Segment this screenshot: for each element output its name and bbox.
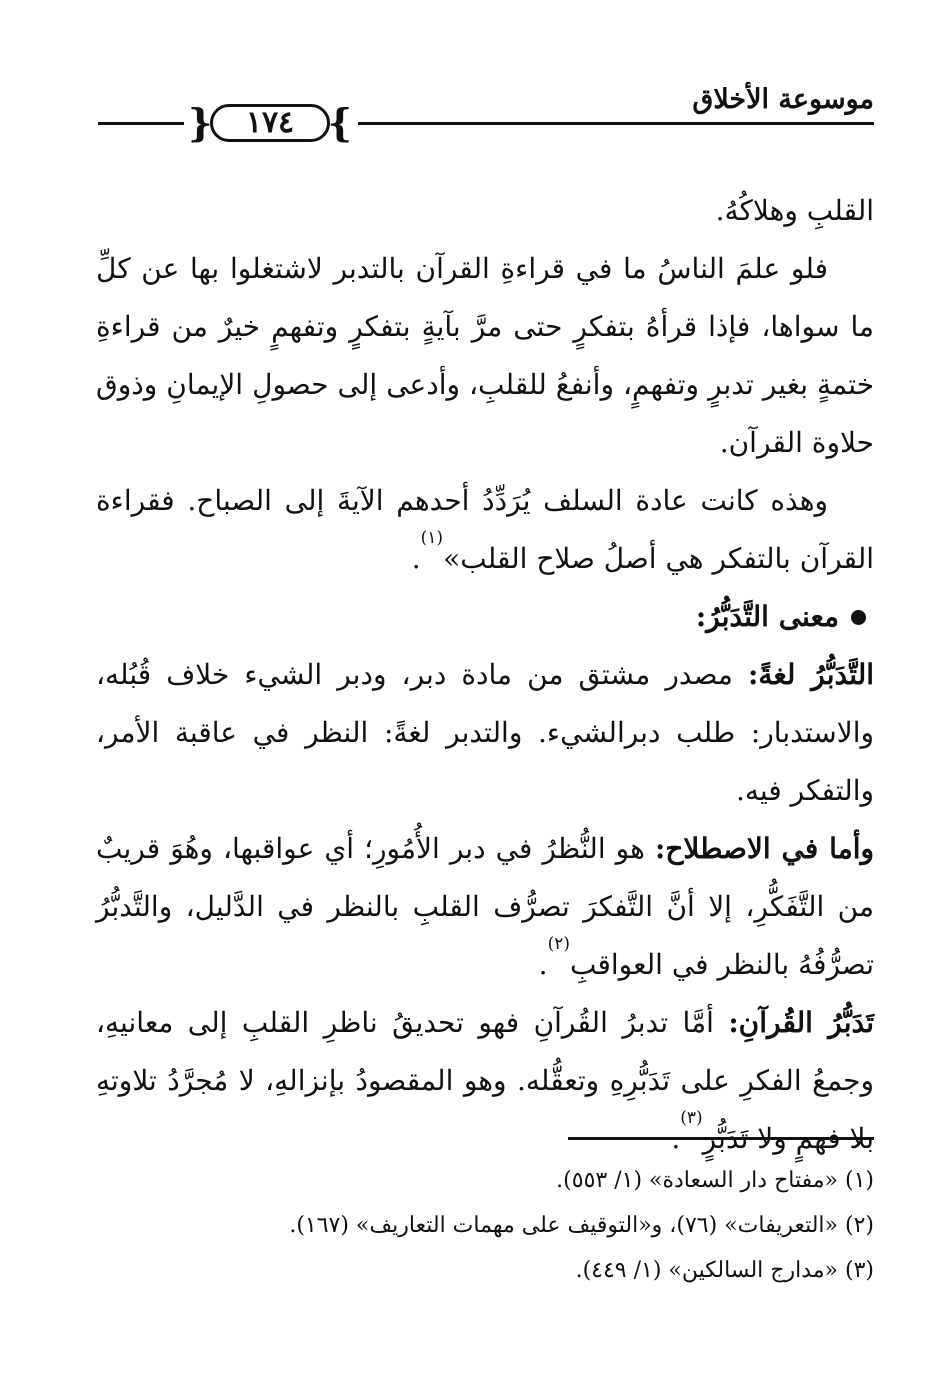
paragraph-3-text: وهذه كانت عادة السلف يُرَدِّدُ أحدهم الآيةَ إلى الصباح. فقراءة القرآن بالتفكر هي أصلُ صلاح القلب»: [96, 484, 874, 575]
definition-technical-text: هو النُّظرُ في دبر الأُمُورِ؛ أي عواقبها، وهُوَ قريبٌ من التَّفَكُّرِ، إلا أنَّ التَّفكرَ تصرُّف القلبِ بالنظر في الدَّليل، والتَّدبُّرُ تصرُّفُهُ بالنظر في العواقبِ: [96, 832, 874, 981]
definition-quran-end: .: [671, 1122, 681, 1155]
bullet-icon: [851, 610, 866, 625]
footnote-ref-1: (١): [420, 528, 444, 548]
definition-linguistic-term: التَّدَبُّرُ لغةً:: [747, 658, 875, 691]
ornament-brace-left: {: [188, 100, 213, 145]
definition-technical: [96, 820, 874, 994]
footnotes: [96, 1158, 874, 1293]
paragraph-3-end: .: [411, 542, 421, 575]
paragraph-2: فلو علمَ الناسُ ما في قراءةِ القرآن بالتدبر لاشتغلوا بها عن كلِّ ما سواها، فإذا قرأهُ بتفكرٍ حتى مرَّ بآيةٍ بتفكرٍ وتفهمٍ خيرٌ من قراءةِ ختمةٍ بغير تدبرٍ وتفهمٍ، وأنفعُ للقلبِ، وأدعى إلى حصولِ الإيمانِ وذوق حلاوة القرآن.: [96, 252, 874, 459]
footnote-3: (٣) «مدارج السالكين» (١/ ٤٤٩).: [575, 1258, 874, 1283]
footnote-separator: [568, 1137, 874, 1140]
definition-quran: [96, 994, 874, 1168]
paragraph-1: القلبِ وهلاكُهُ.: [715, 194, 874, 227]
page-body: [96, 182, 874, 1168]
paragraph-3: [96, 472, 874, 588]
definition-quran-text: أمَّا تدبرُ القُرآنِ فهو تحديقُ ناظرِ القلبِ إلى معانيهِ، وجمعُ الفكرِ على تَدَبُّرِهِ وتعقُّله. وهو المقصودُ بإنزالهِ، لا مُجرَّدُ تلاوتهِ بلا فهمٍ ولا تَدَبُّرٍ: [96, 1006, 874, 1155]
page-number: ١٧٤: [210, 104, 330, 142]
ornament-brace-right: }: [327, 100, 352, 145]
footnote-2: (٢) «التعريفات» (٧٦)، و«التوقيف على مهمات التعاريف» (١٦٧).: [289, 1213, 874, 1238]
page-header: [98, 78, 874, 145]
footnote-ref-2: (٢): [547, 934, 570, 954]
section-heading: [96, 588, 874, 646]
footnote-1: (١) «مفتاح دار السعادة» (١/ ٥٥٣).: [556, 1168, 874, 1193]
definition-linguistic: [96, 646, 874, 820]
footnote-ref-3: (٣): [680, 1108, 703, 1128]
page-number-ornament: [188, 102, 352, 144]
section-heading-text: معنى التَّدَبُّرُ:: [695, 600, 839, 633]
header-rule: [358, 122, 874, 125]
definition-technical-term: وأما في الاصطلاح:: [654, 832, 874, 865]
definition-technical-end: .: [538, 948, 548, 981]
header-rule-left: [98, 122, 184, 125]
definition-linguistic-text: مصدر مشتق من مادة دبر، ودبر الشيء خلاف قُبُله، والاستدبار: طلب دبرالشيء. والتدبر لغةً: النظر في عاقبة الأمر، والتفكر فيه.: [96, 658, 874, 807]
definition-quran-term: تَدَبُّرُ القُرآنِ:: [728, 1006, 874, 1039]
book-title: موسوعة الأخلاق: [692, 84, 874, 115]
